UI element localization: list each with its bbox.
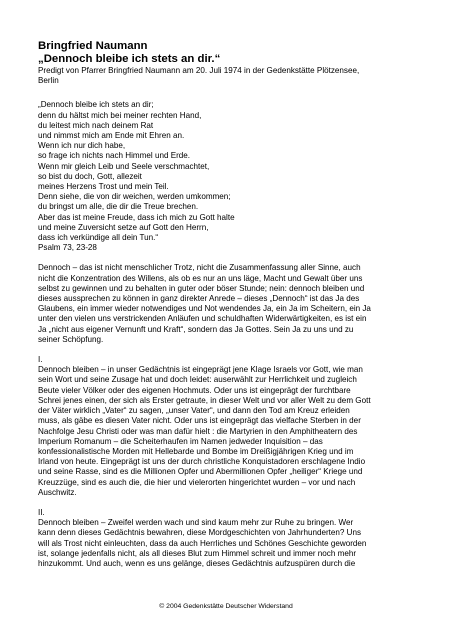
psalm-line: Wenn mir gleich Leib und Seele verschmachtet, bbox=[38, 161, 210, 171]
psalm-line: du leitest mich nach deinem Rat bbox=[38, 120, 154, 130]
paragraph-line: dieses aussprechen zu können in ganz direkter Anrede – dieses „Dennoch“ ist das Ja des bbox=[38, 294, 360, 304]
paragraph-line: Irland von heute. Eingeprägt ist uns der durch christliche Konquistadoren erschlagene Indio bbox=[38, 457, 366, 467]
paragraph-line: Dennoch bleiben – in unser Gedächtnis ist eingeprägt jene Klage Israels vor Gott, wie man bbox=[38, 365, 363, 375]
paragraph-line: seiner Schöpfung. bbox=[38, 334, 104, 344]
author-name: Bringfried Naumann bbox=[38, 40, 148, 52]
paragraph-line: und seine Rasse, sind es die Millionen Opfer und Abermillionen Opfer „heiliger“ Kriege und bbox=[38, 467, 363, 477]
paragraph-line: Nachfolge Jesu Christi oder was man dafür hielt : die Martyrien in den Amphitheatern des bbox=[38, 426, 358, 436]
psalm-line: Wenn ich nur dich habe, bbox=[38, 141, 126, 151]
paragraph-line: Schrei jenes einen, der sich als Erster getraute, in dieser Welt und vor aller Welt zu dem Gott bbox=[38, 395, 371, 405]
paragraph-line: ist, solange jedenfalls nicht, als all dieses Blut zum Himmel schreit und immer noch mehr bbox=[38, 548, 357, 558]
copyright-footer: © 2004 Gedenkstätte Deutscher Widerstand bbox=[159, 603, 293, 610]
paragraph-line: Auschwitz. bbox=[38, 487, 77, 497]
paragraph-line: Glaubens, ein immer wieder notwendiges und Not wendendes Ja, ein Ja im Scheitern, ein Ja bbox=[38, 304, 371, 314]
paragraph-line: sein Wort und seine Zusage hat und doch leidet: auserwählt zur Herrlichkeit und zugleich bbox=[38, 375, 357, 385]
sermon-title: „Dennoch bleibe ich stets an dir.“ bbox=[38, 53, 221, 65]
section-two-numeral: II. bbox=[38, 507, 45, 517]
paragraph-line: Ja „nicht aus eigener Vernunft und Kraft“, sondern das Ja Gottes. Sein Ja zu uns und zu bbox=[38, 324, 354, 334]
paragraph-line: Dennoch bleiben – Zweifel werden wach und sind kaum mehr zur Ruhe zu bringen. Wer bbox=[38, 518, 354, 528]
psalm-line: denn du hältst mich bei meiner rechten Hand, bbox=[38, 110, 202, 120]
psalm-line: Denn siehe, die von dir weichen, werden umkommen; bbox=[38, 192, 231, 202]
paragraph-line: will als Trost nicht einleuchten, dass da auch Herrliches und Schönes Geschichte geworden bbox=[38, 538, 367, 548]
subtitle-line: Berlin bbox=[38, 76, 59, 86]
psalm-quote bbox=[38, 100, 414, 253]
sermon-subtitle bbox=[38, 66, 414, 86]
paragraph-line: muss, als gäbe es diesen Vater nicht. Oder uns ist eingeprägt das vielfache Sterben in der bbox=[38, 416, 361, 426]
paragraph-line: Dennoch – das ist nicht menschlicher Trotz, nicht die Zusammenfassung aller Sinne, auch bbox=[38, 263, 361, 273]
psalm-line: „Dennoch bleibe ich stets an dir; bbox=[38, 100, 154, 110]
paragraph-line: selbst zu gewinnen und zu behalten in guter oder böser Stunde; nein: dennoch bleiben und bbox=[38, 283, 365, 293]
paragraph-line: nicht die Konzentration des Willens, als ob es nur an uns läge, Macht und Gewalt über uns bbox=[38, 273, 363, 283]
psalm-line: so frage ich nichts nach Himmel und Erde. bbox=[38, 151, 191, 161]
paragraph-line: Kreuzzüge, sind es auch die, die hier und vielerorten hingerichtet wurden – vor und nach bbox=[38, 477, 356, 487]
psalm-line: Psalm 73, 23-28 bbox=[38, 243, 97, 253]
paragraph-line: hinzukommt. Und auch, wenn es uns gelänge, dieses Gedächtnis aufzuspüren durch die bbox=[38, 558, 356, 568]
psalm-line: so bist du doch, Gott, allezeit bbox=[38, 171, 142, 181]
psalm-line: und nimmst mich am Ende mit Ehren an. bbox=[38, 131, 185, 141]
section-two-paragraph bbox=[38, 518, 414, 569]
section-one-numeral: I. bbox=[38, 355, 43, 365]
subtitle-line: Predigt von Pfarrer Bringfried Naumann am 20. Juli 1974 in der Gedenkstätte Plötzensee, bbox=[38, 66, 360, 75]
paragraph-line: Beute vieler Völker oder des eigenen Hochmuts. Oder uns ist eingeprägt der furchtbare bbox=[38, 385, 351, 395]
paragraph-line: kann denn dieses Gedächtnis bewahren, diese Mordgeschichten von Jahrhunderten? Uns bbox=[38, 528, 362, 538]
paragraph-line: der Väter wirklich „Vater“ zu sagen, „unser Vater“, und dann den Tod am Kreuz erleiden bbox=[38, 406, 350, 416]
paragraph-line: konfessionalistische Morden mit Hellebarde und Bombe im Dreißigjährigen Krieg und im bbox=[38, 446, 354, 456]
paragraph-line: unter den vielen uns verstrickenden Anläufen und schuldhaften Widerwärtigkeiten, es ist ein bbox=[38, 314, 367, 324]
intro-paragraph bbox=[38, 263, 414, 345]
psalm-line: Aber das ist meine Freude, dass ich mich zu Gott halte bbox=[38, 212, 235, 222]
psalm-line: und meine Zuversicht setze auf Gott den Herrn, bbox=[38, 222, 209, 232]
psalm-line: du bringst um alle, die dir die Treue brechen. bbox=[38, 202, 199, 212]
paragraph-line: Imperium Romanum – die Scheiterhaufen im Namen jedweder Inquisition – das bbox=[38, 436, 323, 446]
section-one-paragraph bbox=[38, 365, 414, 498]
psalm-line: meines Herzens Trost und mein Teil. bbox=[38, 182, 169, 192]
psalm-line: dass ich verkündige all dein Tun.“ bbox=[38, 233, 159, 243]
